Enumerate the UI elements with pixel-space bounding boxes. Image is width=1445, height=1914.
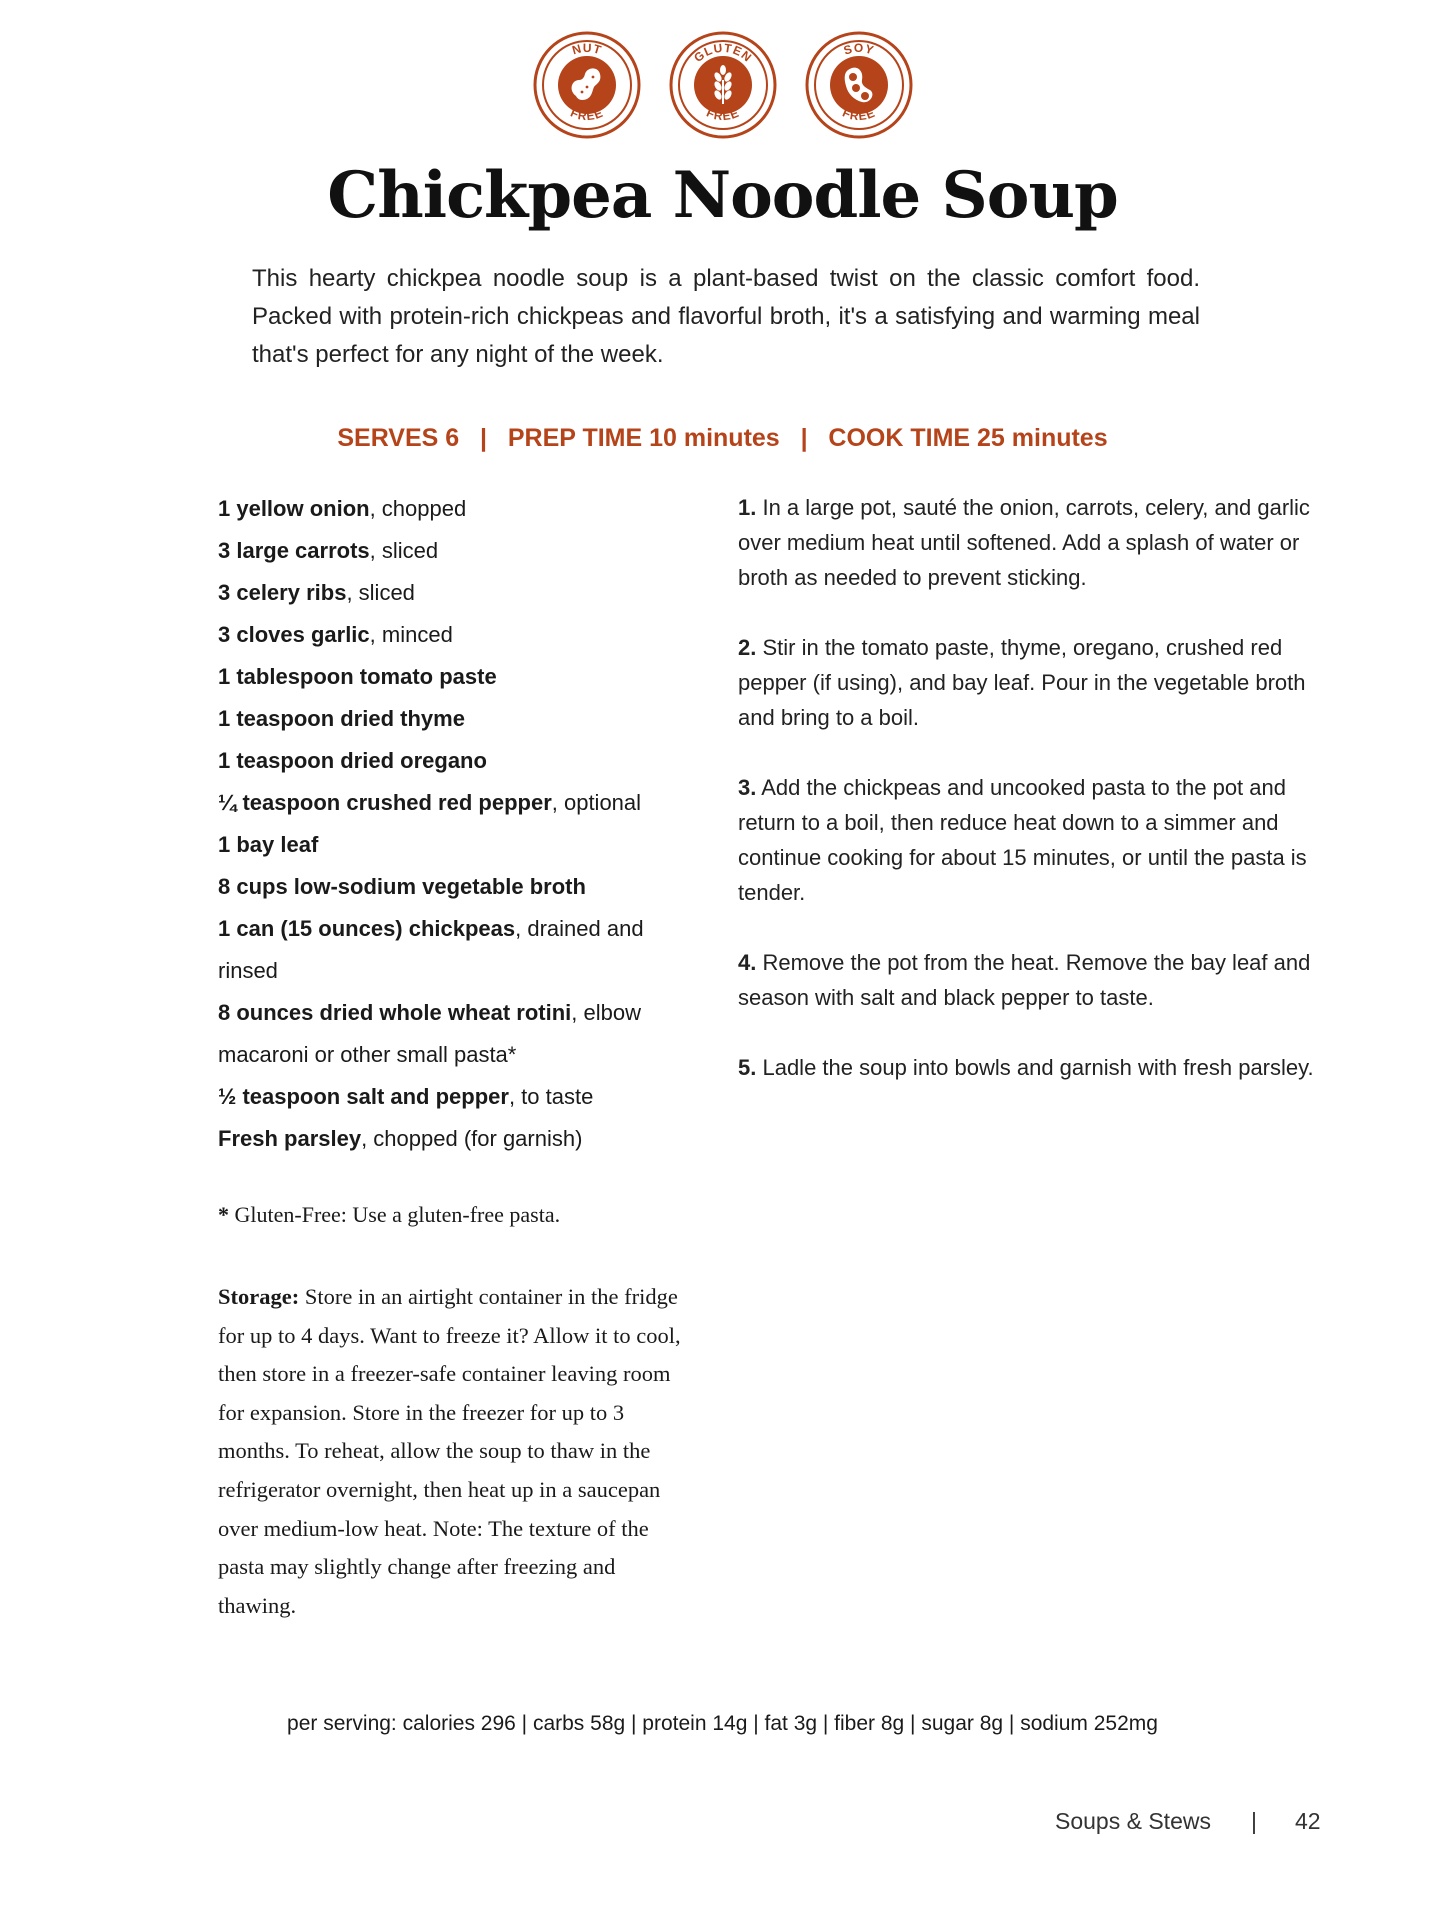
ingredient-item [218,488,698,530]
ingredient-item [218,782,698,824]
badge-top-text: NUT [570,40,604,58]
cook-time-text: COOK TIME 25 minutes [828,424,1108,452]
ingredient-detail: , chopped (for garnish) [361,1126,583,1151]
ingredient-name: 8 cups low-sodium vegetable broth [218,874,586,899]
nutrition-info: per serving: calories 296 | carbs 58g | protein 14g | fat 3g | fiber 8g | sugar 8g | sodium 252mg [287,1712,1158,1735]
step-text: Add the chickpeas and uncooked pasta to the pot and return to a boil, then reduce heat down to a simmer and continue cooking for about 15 minutes, or until the pasta is tender. [738,775,1307,905]
footnote-text: Gluten-Free: Use a gluten-free pasta. [229,1202,561,1227]
ingredient-item [218,572,698,614]
step-text: Ladle the soup into bowls and garnish with fresh parsley. [756,1055,1314,1080]
nut-free-badge [532,30,642,140]
step-text: In a large pot, sauté the onion, carrots, celery, and garlic over medium heat until softened. Add a splash of water or broth as needed to prevent sticking. [738,495,1310,590]
ingredient-name: ½ teaspoon salt and pepper [218,1084,509,1109]
badge-bottom-text: FREE [567,105,606,124]
ingredient-name: 3 celery ribs [218,580,347,605]
svg-text:NUT [570,41,603,58]
step-text: Remove the pot from the heat. Remove the bay leaf and season with salt and black pepper to taste. [738,950,1311,1010]
ingredient-item [218,824,698,866]
ingredient-name: 3 cloves garlic [218,622,370,647]
badge-top-text: SOY [841,41,876,58]
storage-text: Store in an airtight container in the fridge for up to 4 days. Want to freeze it? Allow it to cool, then store in a freezer-safe container leaving room for expansion. Store in the freezer for up to 3 months. To reheat, allow the soup to thaw in the refrigerator overnight, then heat up in a saucepan over medium-low heat. Note: The texture of the pasta may slightly change after freezing and thawing. [218,1284,681,1618]
ingredient-name: ¼ teaspoon crushed red pepper [218,790,552,815]
ingredient-name: 1 tablespoon tomato paste [218,664,497,689]
ingredient-detail: , optional [551,790,642,815]
ingredient-name: 1 bay leaf [218,832,319,857]
step-number: 2. [738,635,757,660]
gluten-free-badge [668,30,778,140]
ingredient-list [218,488,698,1160]
ingredient-name: Fresh parsley [218,1126,362,1151]
ingredient-name: 1 yellow onion [218,496,370,521]
ingredient-item [218,866,698,908]
page-title: Chickpea Noodle Soup [327,158,1118,233]
step-5 [738,1050,1328,1085]
ingredient-detail: , sliced [369,538,439,563]
recipe-meta [0,424,1445,453]
ingredient-detail: , elbow macaroni or other small pasta* [218,1000,641,1067]
ingredient-item [218,1118,698,1160]
ingredient-detail: , drained and rinsed [218,916,644,983]
step-2 [738,630,1328,735]
badge-top-text: GLUTEN [690,40,755,66]
serves-text: SERVES 6 [337,424,460,452]
meta-separator: | [800,424,808,452]
page-footer [1055,1808,1321,1835]
ingredient-name: 1 can (15 ounces) chickpeas [218,916,516,941]
storage-note [218,1278,688,1625]
step-number: 3. [738,775,757,800]
step-number: 1. [738,495,757,520]
ingredient-name: 1 teaspoon dried thyme [218,706,465,731]
footnote-star: * [218,1202,229,1227]
section-name: Soups & Stews [1055,1808,1211,1834]
ingredient-item [218,530,698,572]
badge-bottom-text: FREE [703,105,742,124]
ingredient-detail: , sliced [346,580,415,605]
page-number: 42 [1294,1808,1321,1834]
ingredient-detail: , minced [369,622,453,647]
ingredient-item [218,908,698,992]
allergen-badges [0,30,1445,140]
ingredient-item [218,656,698,698]
ingredient-item [218,740,698,782]
step-text: Stir in the tomato paste, thyme, oregano, crushed red pepper (if using), and bay leaf. Pour in the vegetable broth and bring to a boil. [738,635,1306,730]
gluten-free-note [218,1202,698,1228]
step-number: 5. [738,1055,757,1080]
step-1 [738,490,1328,595]
ingredient-name: 8 ounces dried whole wheat rotini [218,1000,572,1025]
instruction-steps [738,490,1328,1120]
ingredient-item [218,614,698,656]
ingredient-detail: , to taste [508,1084,594,1109]
ingredient-name: 3 large carrots [218,538,370,563]
meta-separator: | [480,424,488,452]
ingredient-name: 1 teaspoon dried oregano [218,748,487,773]
svg-text:SOY [841,41,875,58]
intro-paragraph: This hearty chickpea noodle soup is a plant-based twist on the classic comfort food. Packed with protein-rich chickpeas and flavorful broth, it's a satisfying and warming meal that's perfect for any night of the week. [252,265,1200,368]
ingredient-item [218,1076,698,1118]
storage-label: Storage: [218,1284,300,1309]
step-number: 4. [738,950,757,975]
ingredient-item [218,992,698,1076]
ingredient-item [218,698,698,740]
step-4 [738,945,1328,1015]
ingredient-detail: , chopped [369,496,467,521]
soy-free-badge [804,30,914,140]
badge-bottom-text: FREE [839,105,878,124]
step-3 [738,770,1328,910]
prep-time-text: PREP TIME 10 minutes [507,424,780,452]
footer-separator: | [1250,1808,1257,1834]
